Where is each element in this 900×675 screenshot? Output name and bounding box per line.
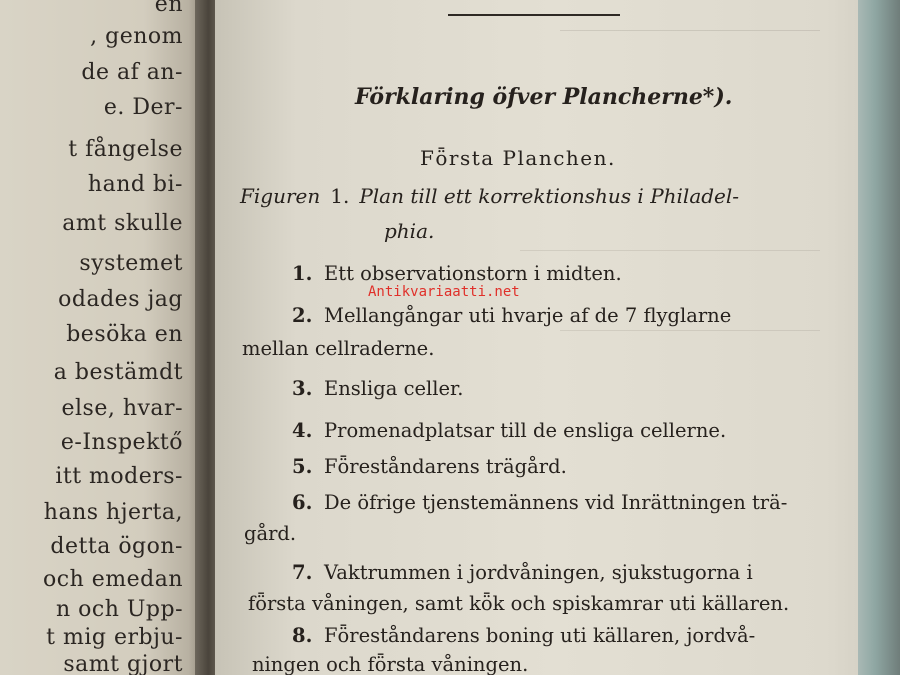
left-page-line: amt skulle bbox=[62, 211, 183, 236]
item-text: Ensliga celler. bbox=[324, 377, 464, 400]
list-item bbox=[292, 455, 567, 478]
left-page bbox=[0, 0, 205, 675]
left-page-line: a bestämdt bbox=[53, 360, 183, 385]
figure-label: Figuren bbox=[240, 184, 321, 208]
list-item bbox=[292, 624, 755, 647]
left-page-line: else, hvar- bbox=[61, 396, 183, 421]
item-number: 6. bbox=[292, 491, 313, 514]
left-page-line: de af an- bbox=[81, 60, 183, 85]
item-text: De öfrige tjenstemännens vid Inrättningen trä- bbox=[324, 491, 788, 514]
left-page-line: e-Inspektő bbox=[60, 430, 183, 455]
show-through-texture bbox=[520, 250, 820, 259]
left-page-line: t mig erbju- bbox=[46, 625, 183, 650]
item-text: Vaktrummen i jordvåningen, sjukstugorna i bbox=[324, 561, 753, 584]
plate-subheading: Fȫrsta Planchen. bbox=[420, 146, 616, 170]
item-number: 8. bbox=[292, 624, 313, 647]
left-page-line: och emedan bbox=[43, 567, 183, 592]
item-continuation: gård. bbox=[244, 522, 297, 545]
list-item bbox=[292, 491, 787, 514]
item-text: Mellangångar uti hvarje af de 7 flyglarne bbox=[324, 304, 732, 327]
top-rule bbox=[448, 14, 620, 16]
figure-number: 1. bbox=[330, 184, 350, 208]
item-number: 3. bbox=[292, 377, 313, 400]
left-page-line: , genom bbox=[90, 24, 183, 49]
left-page-line: hand bi- bbox=[87, 172, 183, 197]
left-page-line: hans hjerta, bbox=[43, 500, 183, 525]
item-number: 5. bbox=[292, 455, 313, 478]
left-page-line: odades jag bbox=[58, 287, 183, 312]
item-continuation: mellan cellraderne. bbox=[242, 337, 435, 360]
left-page-line: samt gjort bbox=[63, 652, 183, 675]
left-page-line: besöka en bbox=[66, 322, 183, 347]
list-item bbox=[292, 419, 726, 442]
list-item bbox=[292, 304, 731, 327]
item-number: 1. bbox=[292, 262, 313, 285]
page-edge bbox=[858, 0, 900, 675]
show-through-texture bbox=[560, 30, 820, 39]
figure-caption-line bbox=[384, 219, 434, 243]
left-page-line: systemet bbox=[79, 251, 183, 276]
watermark: Antikvariaatti.net bbox=[368, 284, 520, 300]
item-continuation: ningen och fȫrsta våningen. bbox=[252, 653, 529, 675]
figure-caption: phia. bbox=[384, 219, 435, 243]
list-item bbox=[292, 561, 753, 584]
page-heading: Förklaring öfver Plancherne*). bbox=[355, 84, 733, 110]
left-page-line: detta ögon- bbox=[50, 534, 183, 559]
item-number: 4. bbox=[292, 419, 313, 442]
list-item bbox=[292, 377, 463, 400]
item-continuation: fȫrsta våningen, samt kȫk och spiskamrar uti källaren. bbox=[248, 592, 790, 615]
figure-caption-line bbox=[240, 184, 739, 208]
show-through-texture bbox=[560, 330, 820, 339]
item-text: Ett observationstorn i midten. bbox=[324, 262, 622, 285]
left-page-line: n och Upp- bbox=[55, 597, 183, 622]
item-text: Fȫreståndarens boning uti källaren, jordvå- bbox=[324, 624, 756, 647]
figure-caption: Plan till ett korrektionshus i Philadel- bbox=[359, 184, 740, 208]
left-page-line: en bbox=[154, 0, 183, 17]
item-text: Promenadplatsar till de ensliga cellerne. bbox=[324, 419, 727, 442]
left-page-line: itt moders- bbox=[55, 464, 183, 489]
left-page-line: t fångelse bbox=[68, 137, 183, 162]
item-number: 7. bbox=[292, 561, 313, 584]
item-text: Fȫreståndarens trägård. bbox=[324, 455, 567, 478]
item-number: 2. bbox=[292, 304, 313, 327]
list-item bbox=[292, 262, 622, 285]
left-page-line: e. Der- bbox=[103, 95, 183, 120]
